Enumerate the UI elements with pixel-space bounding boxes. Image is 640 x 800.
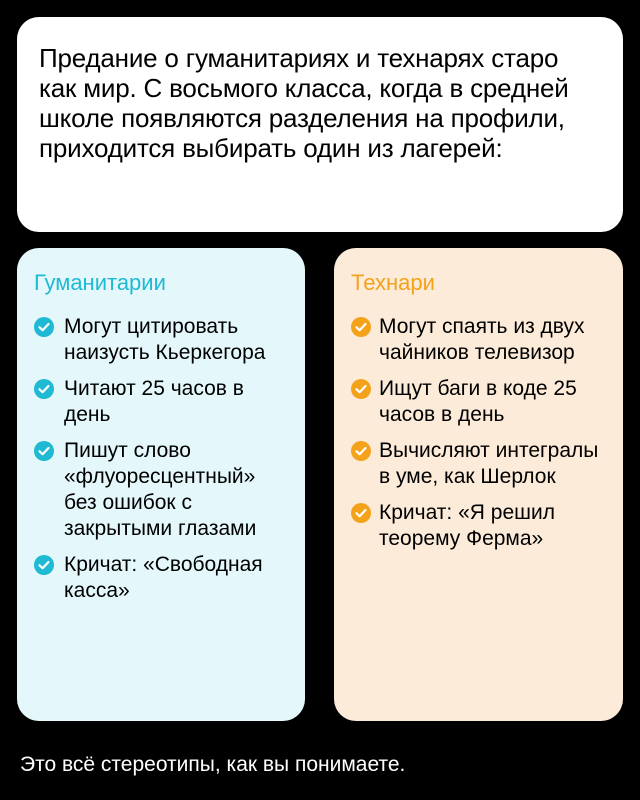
humanities-card: [17, 248, 305, 721]
footer-note: Это всё стереотипы, как вы понимаете.: [20, 753, 406, 776]
check-circle-icon: [351, 317, 371, 337]
intro-text: Предание о гуманитариях и технарях старо как мир. С восьмого класса, когда в средней школе появляются разделения на профили, приходится выбирать один из лагерей:: [39, 43, 569, 163]
list-item: [34, 376, 289, 428]
list-item-text: Пишут слово «флуоресцентный» без ошибок с закрытыми глазами: [64, 439, 257, 540]
check-circle-icon: [351, 441, 371, 461]
check-circle-icon: [34, 317, 54, 337]
check-circle-icon: [351, 379, 371, 399]
check-circle-icon: [34, 441, 54, 461]
list-item-text: Могут цитировать наизусть Кьеркегора: [64, 315, 266, 364]
list-item: [34, 314, 289, 366]
list-item: [351, 376, 607, 428]
list-item-text: Вычисляют интегралы в уме, как Шерлок: [379, 439, 599, 488]
list-item-text: Кричат: «Свободная касса»: [64, 553, 263, 602]
techies-list: [351, 314, 607, 552]
list-item: [351, 314, 607, 366]
list-item: [351, 500, 607, 552]
check-circle-icon: [34, 555, 54, 575]
humanities-list: [34, 314, 289, 604]
humanities-title: Гуманитарии: [34, 270, 166, 295]
techies-card: [334, 248, 623, 721]
intro-card: [17, 17, 623, 232]
check-circle-icon: [34, 379, 54, 399]
list-item: [34, 552, 289, 604]
check-circle-icon: [351, 503, 371, 523]
list-item-text: Ищут баги в коде 25 часов в день: [379, 377, 577, 426]
techies-title: Технари: [351, 270, 435, 295]
list-item: [351, 438, 607, 490]
list-item: [34, 438, 289, 542]
list-item-text: Могут спаять из двух чайников телевизор: [379, 315, 585, 364]
list-item-text: Кричат: «Я решил теорему Ферма»: [379, 501, 555, 550]
list-item-text: Читают 25 часов в день: [64, 377, 244, 426]
